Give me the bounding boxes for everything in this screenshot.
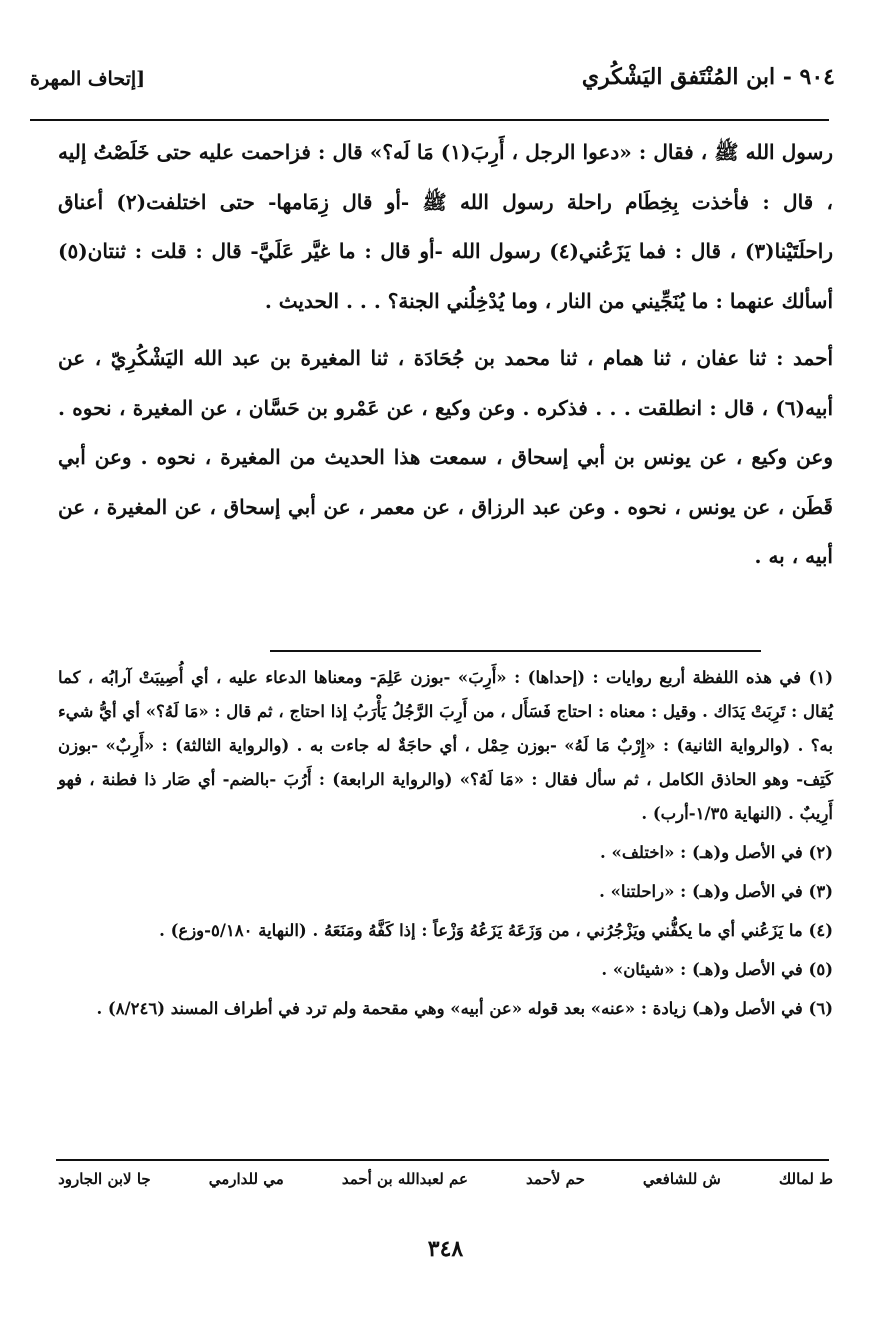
page-number: ٣٤٨ <box>427 1236 464 1262</box>
footnote: (٢) في الأصل و(هـ) : «اختلف» . <box>600 843 833 862</box>
abbreviation: ش للشافعي <box>642 1170 721 1188</box>
footnote: (٣) في الأصل و(هـ) : «راحلتنا» . <box>599 882 833 901</box>
abbreviation: ط لمالك <box>778 1170 833 1188</box>
chapter-title: ٩٠٤ - ابن المُنْتَفق اليَشْكُري <box>581 64 835 90</box>
main-text <box>58 128 833 582</box>
abbreviation: مي للدارمي <box>208 1170 284 1188</box>
running-header <box>30 64 835 104</box>
footnote: (١) في هذه اللفظة أربع روايات : (إحداها) : «أَرِبَ» -بوزن عَلِمَ- ومعناها الدعاء عليه ، أي أُصِيبَتْ آرابُه ، كما يُقال : تَرِبَتْ يَدَاك . وقيل : معناه : احتاج فَسَأَل ، من أَرِبَ الرَّجُلُ يَأْرَبُ إذا احتاج ، ثم قال : «مَا لَهُ؟» أي أيُّ شيء به؟ . (والرواية الثانية) : «إِرْبٌ مَا لَهُ» -بوزن حِمْل ، أي حاجَةٌ له جاءت به . (والرواية الثالثة) : «أَرِبٌ» -بوزن كَتِف- وهو الحاذق الكامل ، ثم سأل فقال : «مَا لَهُ؟» (والرواية الرابعة) : أَرُبَ -بالضم- أي صَار ذا فطنة ، فهو أَرِيبٌ . (النهاية ١/٣٥-أرب) . <box>58 668 833 823</box>
abbreviation: حم لأحمد <box>526 1170 585 1188</box>
book-title: [إتحاف المهرة <box>30 68 146 90</box>
footnote: (٥) في الأصل و(هـ) : «شيئان» . <box>601 960 833 979</box>
footnotes <box>58 661 833 1026</box>
footnote: (٦) في الأصل و(هـ) زيادة : «عنه» بعد قوله «عن أبيه» وهي مقحمة ولم ترد في أطراف المسند (٨/٢٤٦) . <box>96 999 833 1018</box>
abbreviation: جا لابن الجارود <box>58 1170 151 1188</box>
main-paragraph: أحمد : ثنا عفان ، ثنا همام ، ثنا محمد بن جُحَادَة ، ثنا المغيرة بن عبد الله اليَشْكُرِيّ ، عن أبيه(٦) ، قال : انطلقت . . . فذكره . وعن وكيع ، عن عَمْرو بن حَسَّان ، عن المغيرة ، نحوه . وعن وكيع ، عن يونس بن أبي إسحاق ، سمعت هذا الحديث من المغيرة ، نحوه . وعن أبي قَطَن ، عن يونس ، نحوه . وعن عبد الرزاق ، عن معمر ، عن أبي إسحاق ، عن المغيرة ، عن أبيه ، به . <box>58 346 834 568</box>
main-paragraph: رسول الله ﷺ ، فقال : «دعوا الرجل ، أَرِبَ(١) مَا لَه؟» قال : فزاحمت عليه حتى خَلَصْتُ إليه ، قال : فأخذت بِخِطَام راحلة رسول الله ﷺ -أو قال زِمَامها- حتى اختلفت(٢) أعناق راحلَتَيْنا(٣) ، قال : فما يَزَعُني(٤) رسول الله -أو قال : ما غيَّر عَلَيَّ- قال : قلت : ثنتان(٥) أسألك عنهما : ما يُنَجِّيني من النار ، وما يُدْخِلُني الجنة؟ . . . الحديث . <box>58 140 833 313</box>
footnote-rule <box>270 650 761 652</box>
abbreviations-rule <box>56 1159 829 1161</box>
abbreviation: عم لعبدالله بن أحمد <box>341 1170 468 1188</box>
footnote: (٤) ما يَزَعُني أي ما يكفُّني ويَزْجُرُني ، من وَزَعَهُ يَزَعُهُ وَزْعاً : إذا كَفَّهُ ومَنَعَهُ . (النهاية ٥/١٨٠-وزع) . <box>159 921 833 940</box>
header-rule <box>30 119 829 121</box>
abbreviations-key <box>58 1170 833 1188</box>
